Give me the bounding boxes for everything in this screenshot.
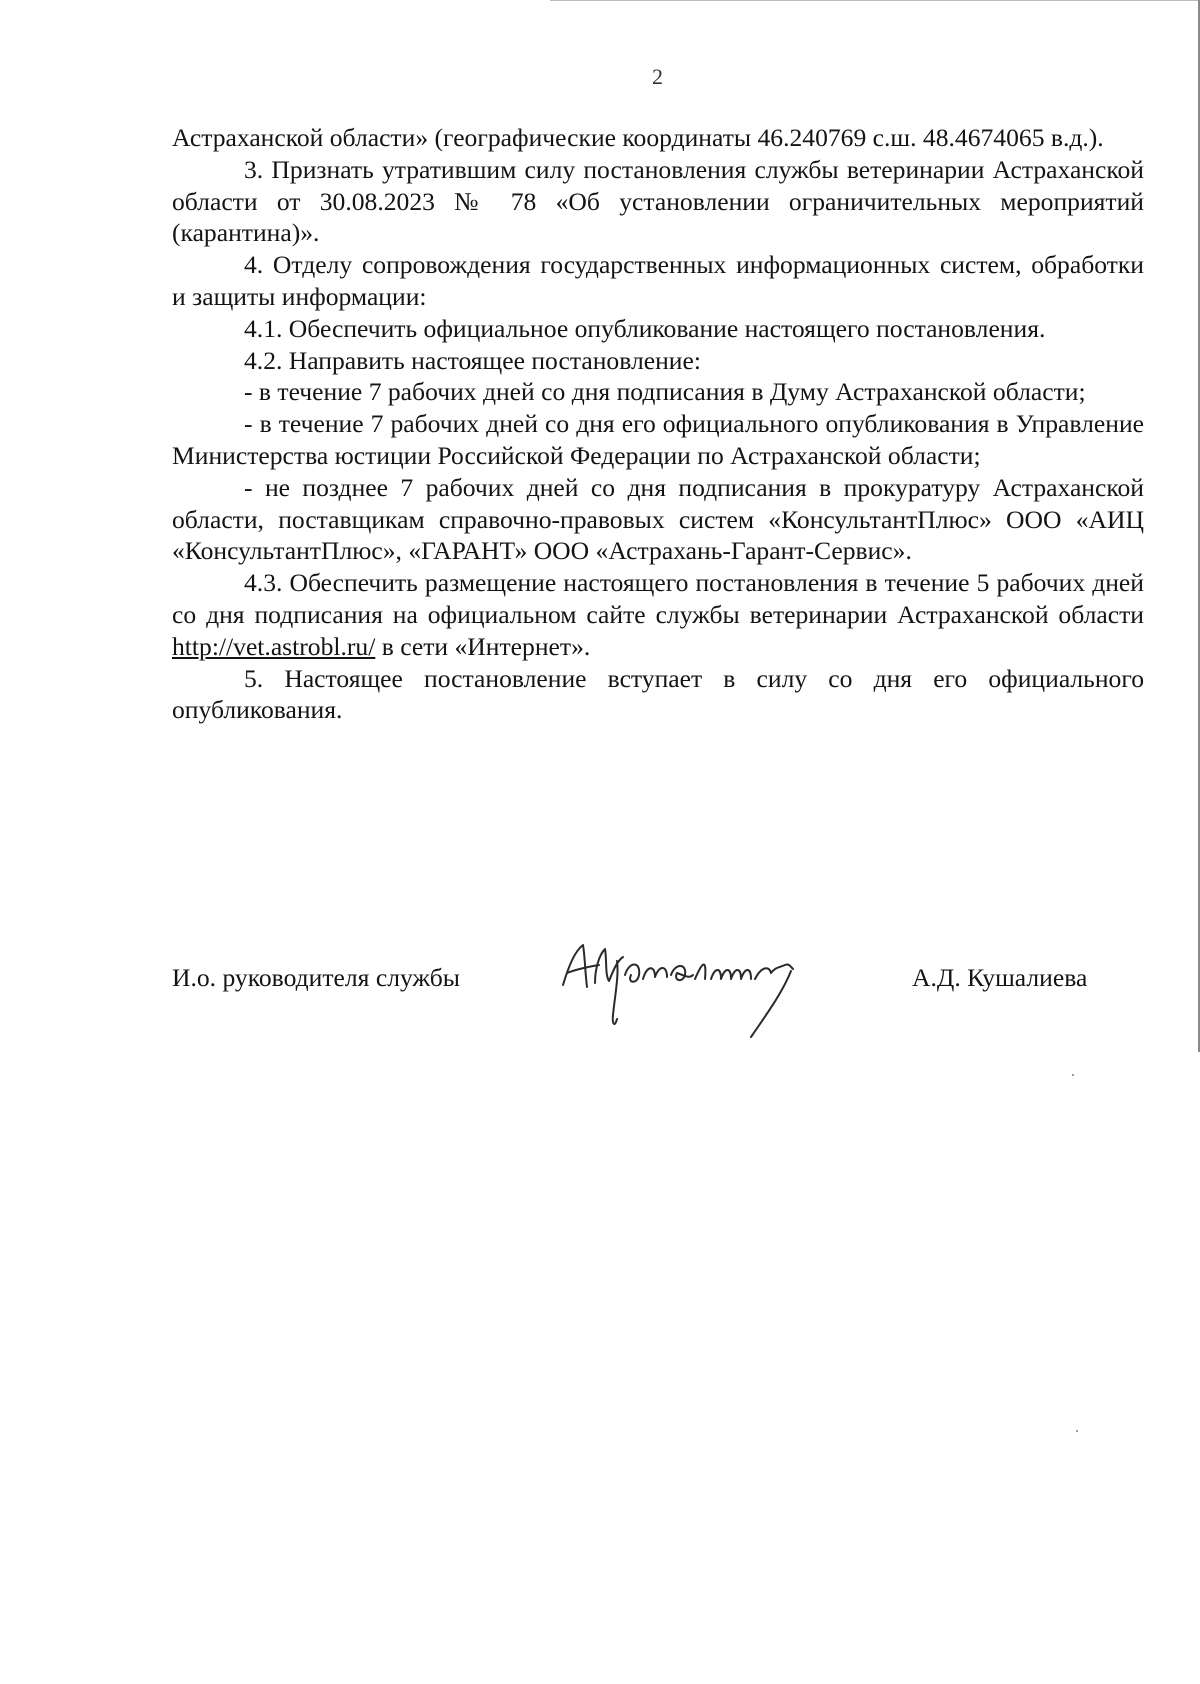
paragraph-item-3: 3. Признать утратившим силу постановления службы ветеринарии Астраханской области от 30.08.2023 № 78 «Об установлении ограничительных мероприятий (карантина)». bbox=[172, 154, 1144, 248]
paragraph-item-4-3 bbox=[172, 567, 1144, 662]
signatory-name: А.Д. Кушалиева bbox=[912, 963, 1088, 992]
paragraph-item-4-1: 4.1. Обеспечить официальное опубликование настоящего постановления. bbox=[244, 313, 1046, 343]
scan-speck bbox=[1072, 1074, 1074, 1076]
scan-speck bbox=[1076, 1430, 1078, 1432]
paragraph-bullet-prosecutor: - не позднее 7 рабочих дней со дня подписания в прокуратуру Астраханской области, поставщикам справочно-правовых систем «КонсультантПлюс» ООО «АИЦ «КонсультантПлюс», «ГАРАНТ» ООО «Астрахань-Гарант-Сервис». bbox=[172, 472, 1144, 566]
paragraph-item-5: 5. Настоящее постановление вступает в силу со дня его официального опубликования. bbox=[172, 663, 1144, 725]
scan-edge-top bbox=[550, 0, 1200, 1]
paragraph-item-4-3-tail: в сети «Интернет». bbox=[375, 631, 591, 661]
paragraph-item-4: 4. Отделу сопровождения государственных информационных систем, обработки и защиты информации: bbox=[172, 250, 1144, 311]
paragraph-bullet-ministry: - в течение 7 рабочих дней со дня его официального опубликования в Управление Министерства юстиции Российской Федерации по Астраханской области; bbox=[172, 409, 1144, 470]
website-link[interactable]: http://vet.astrobl.ru/ bbox=[172, 631, 376, 661]
paragraph-bullet-duma: - в течение 7 рабочих дней со дня подписания в Думу Астраханской области; bbox=[244, 377, 1086, 407]
paragraph-item-4-2: 4.2. Направить настоящее постановление: bbox=[244, 345, 701, 375]
handwritten-signature bbox=[555, 935, 865, 1045]
signature-block bbox=[0, 945, 1200, 1055]
signatory-position: И.о. руководителя службы bbox=[172, 963, 460, 992]
paragraph-item-4-3-text: 4.3. Обеспечить размещение настоящего постановления в течение 5 рабочих дней со дня подписания на официальном сайте службы ветеринарии Астраханской области bbox=[172, 568, 1144, 629]
page-number: 2 bbox=[652, 64, 663, 89]
document-body bbox=[172, 122, 1144, 726]
paragraph-continuation: Астраханской области» (географические координаты 46.240769 с.ш. 48.4674065 в.д.). bbox=[172, 123, 1104, 152]
